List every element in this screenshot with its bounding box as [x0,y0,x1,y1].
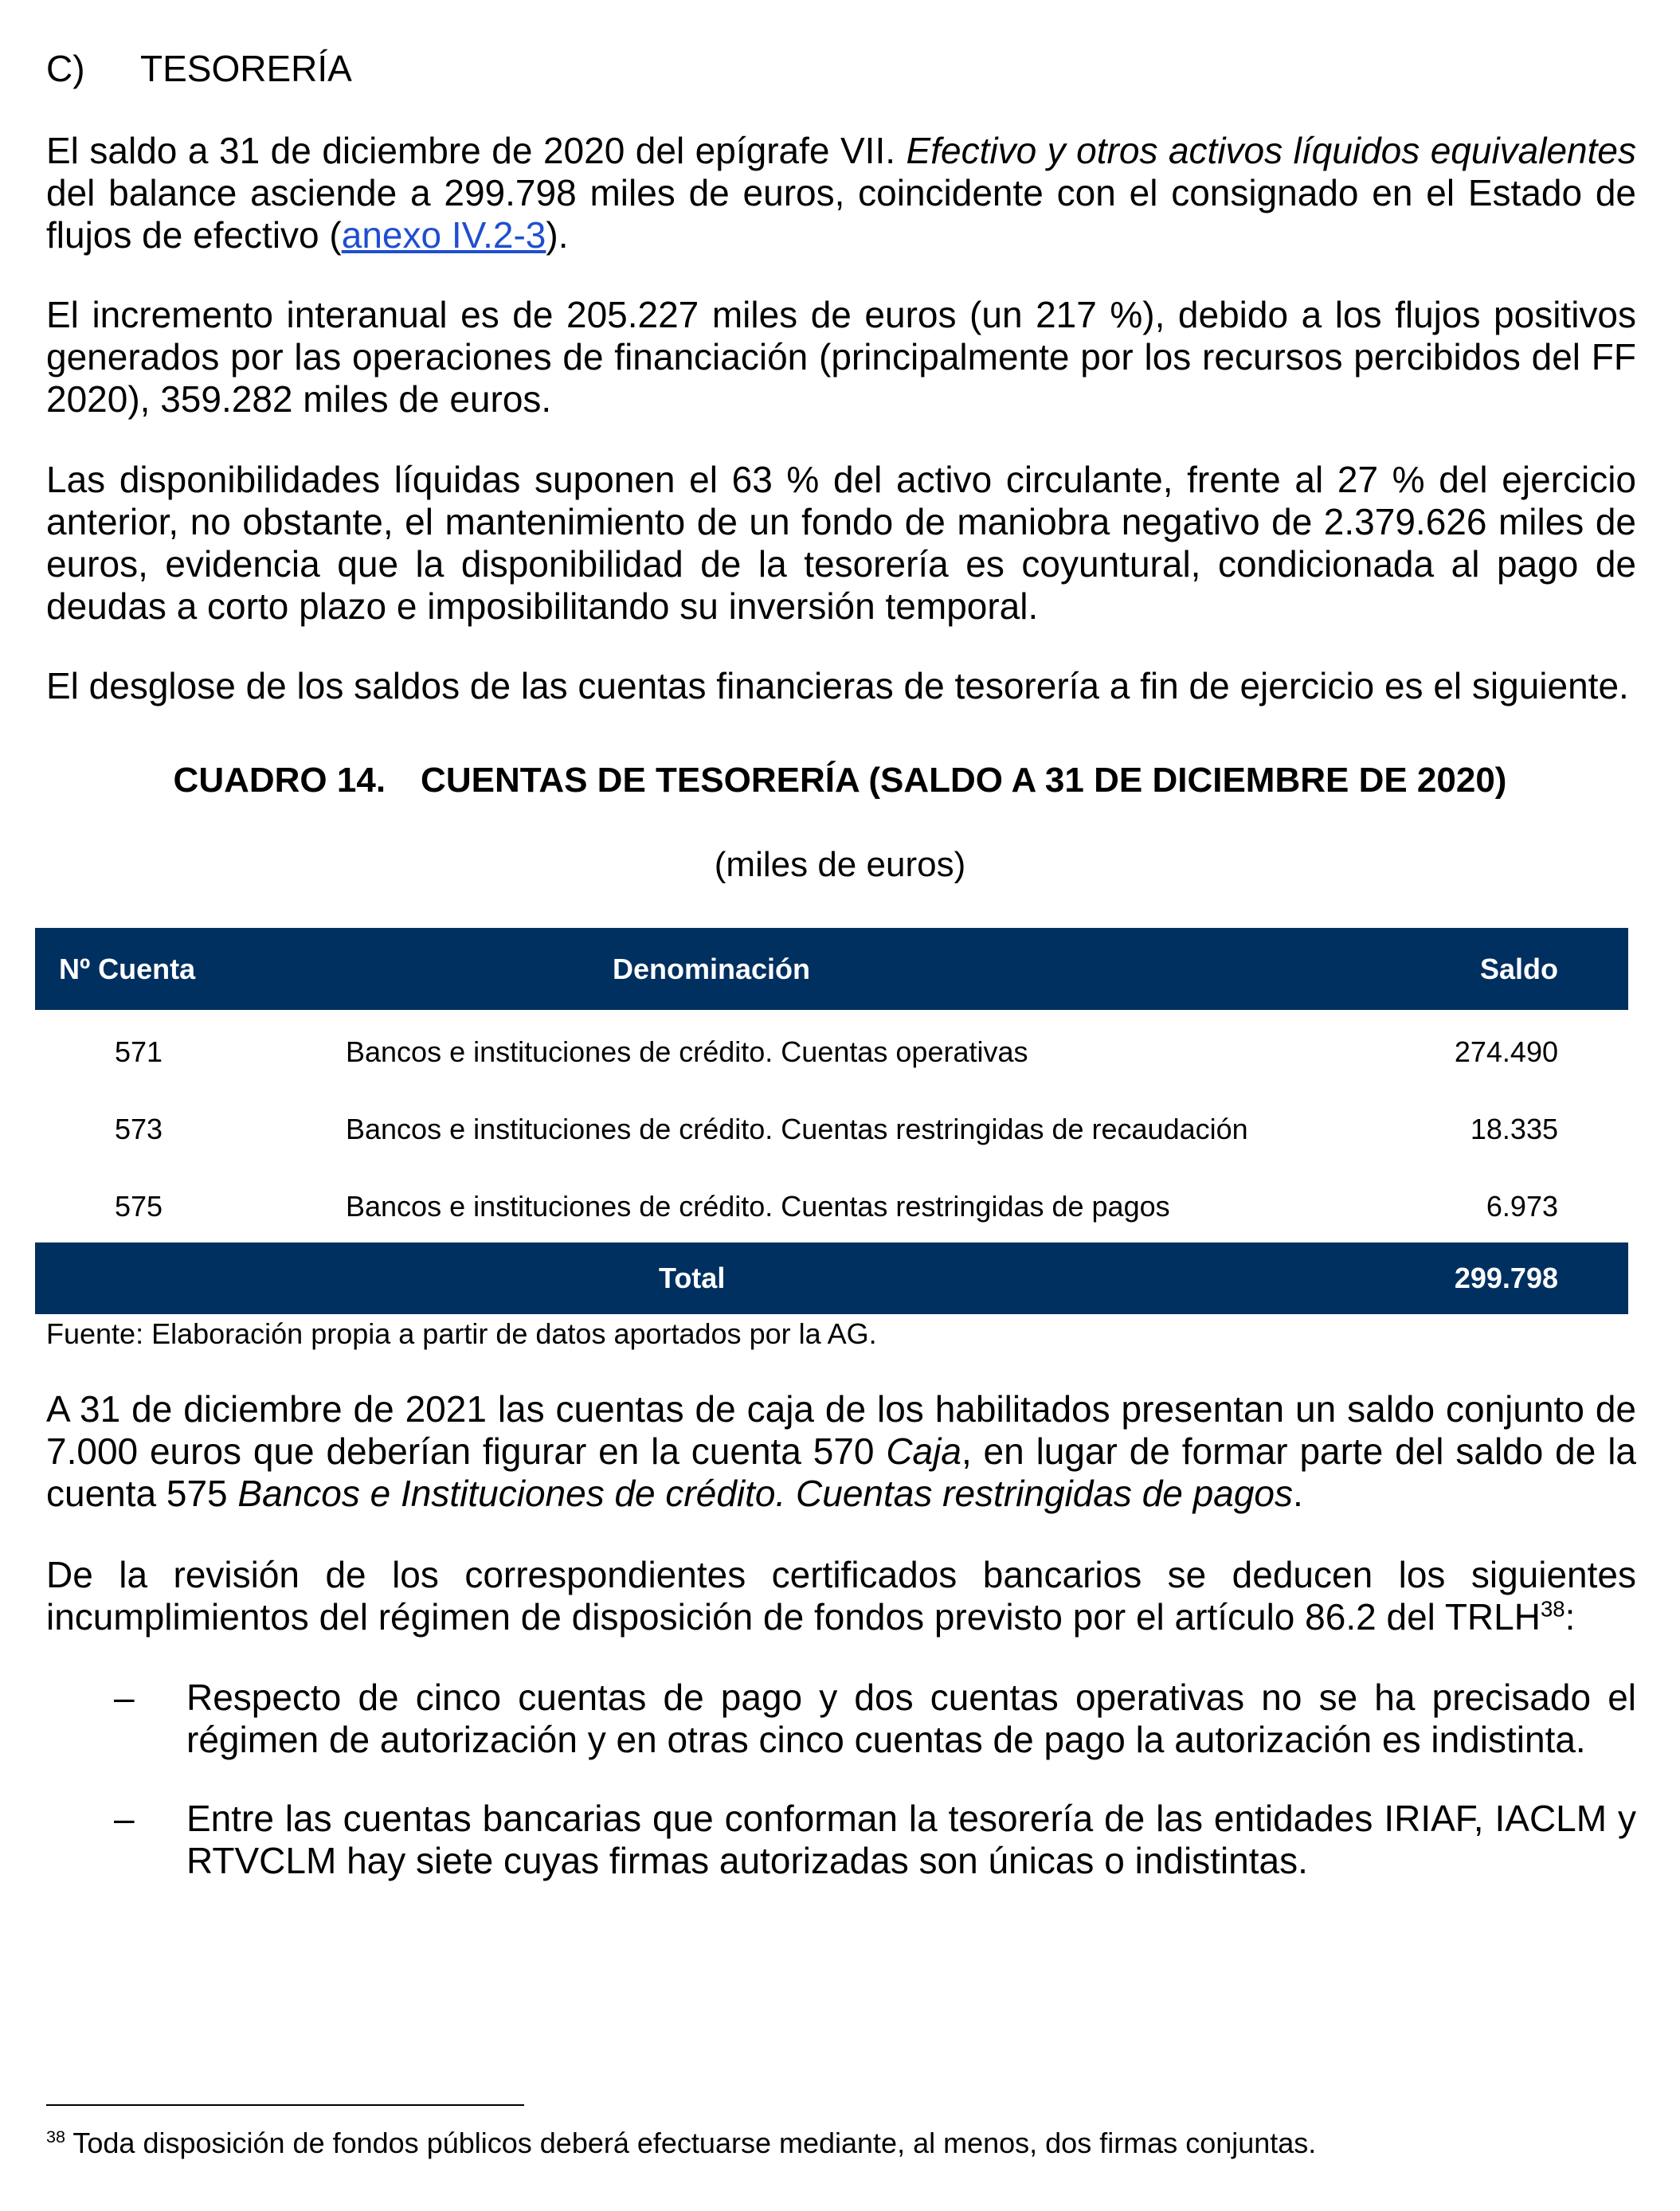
para5-italic-a: Caja [886,1430,961,1472]
para1-text-b: del balance asciende a 299.798 miles de euros, coincidente con el consignado en el Estado de flujos de efectivo ( [46,172,1636,256]
table-total-row [35,1242,1628,1314]
para5-text-b: , en lugar de formar parte del saldo de la cuenta 575 [46,1430,1636,1514]
para5-text-c: . [1293,1473,1303,1514]
total-value: 299.798 [1454,1262,1558,1294]
table-source: Fuente: Elaboración propia a partir de datos aportados por la AG. [46,1317,877,1350]
row-balance: 6.973 [1486,1190,1558,1223]
paragraph-breakdown-intro: El desglose de los saldos de las cuentas financieras de tesorería a fin de ejercicio es el siguiente. [46,665,1629,706]
row-account: 571 [115,1035,163,1068]
total-label: Total [659,1262,726,1294]
section-number: C) [46,48,85,89]
footnote-number: 38 [46,2127,66,2146]
paragraph-liquidity: Las disponibilidades líquidas suponen el 63 % del activo circulante, frente al 27 % del ejercicio anterior, no obstante, el mantenimiento de un fondo de maniobra negativo de 2.379.626 miles de euros, evidencia que la disponibilidad de la tesorería es coyuntural, condicionada al pago de deudas a corto plazo e imposibilitando su inversión temporal. [46,459,1636,627]
section-title: TESORERÍA [140,48,352,89]
table-row [35,1036,1628,1068]
table-title [0,760,1680,801]
header-account: Nº Cuenta [59,953,196,985]
row-name: Bancos e instituciones de crédito. Cuentas restringidas de recaudación [346,1113,1248,1145]
footnote-text: Toda disposición de fondos públicos deberá efectuarse mediante, al menos, dos firmas conjuntas. [65,2127,1317,2159]
dash-bullet-icon: – [114,1677,135,1718]
list-item-text: Entre las cuentas bancarias que conforman la tesorería de las entidades IRIAF, IACLM y RTVCLM hay siete cuyas firmas autorizadas son únicas o indistintas. [186,1798,1636,1881]
row-account: 573 [115,1113,163,1145]
list-item [46,1798,1636,1882]
section-heading [46,48,352,90]
paragraph-increment: El incremento interanual es de 205.227 miles de euros (un 217 %), debido a los flujos positivos generados por las operaciones de financiación (principalmente por los recursos percibidos del FF 2020), 359.282 miles de euros. [46,294,1636,420]
table-units: (miles de euros) [714,845,966,884]
para5-italic-b: Bancos e Instituciones de crédito. Cuentas restringidas de pagos [237,1473,1293,1514]
list-item [46,1677,1636,1761]
para1-text-c: ). [546,214,569,256]
para6-end: : [1564,1596,1576,1638]
para1-text-a: El saldo a 31 de diciembre de 2020 del epígrafe VII. [46,130,907,171]
table-header [35,928,1628,1010]
para6-text: De la revisión de los correspondientes certificados bancarios se deducen los siguientes incumplimientos del régimen de disposición de fondos previsto por el artículo 86.2 del TRLH [46,1554,1636,1638]
header-name: Denominación [613,953,811,985]
row-balance: 274.490 [1454,1035,1558,1068]
footnote [46,2127,1316,2160]
para5-text-a: A 31 de diciembre de 2021 las cuentas de caja de los habilitados presentan un saldo conjunto de 7.000 euros que deberían figurar en la cuenta 570 [46,1388,1636,1472]
annex-link[interactable]: anexo IV.2-3 [341,214,546,256]
row-name: Bancos e instituciones de crédito. Cuentas restringidas de pagos [346,1190,1170,1223]
table-row [35,1191,1628,1223]
para1-italic: Efectivo y otros activos líquidos equivalentes [906,130,1637,171]
row-account: 575 [115,1190,163,1223]
paragraph-bank-certificates [46,1554,1636,1638]
header-balance: Saldo [1479,953,1558,985]
dash-bullet-icon: – [114,1798,135,1839]
table-title-text: CUENTAS DE TESORERÍA (SALDO A 31 DE DICIEMBRE DE 2020) [421,761,1507,800]
list-item-text: Respecto de cinco cuentas de pago y dos cuentas operativas no se ha precisado el régimen de autorización y en otras cinco cuentas de pago la autorización es indistinta. [186,1677,1636,1760]
paragraph-balance [46,130,1636,256]
table-row [35,1113,1628,1145]
row-name: Bancos e instituciones de crédito. Cuentas operativas [346,1035,1028,1068]
footnote-ref: 38 [1540,1596,1565,1622]
paragraph-cash-accounts [46,1388,1636,1515]
row-balance: 18.335 [1470,1113,1558,1145]
footnote-separator [46,2104,524,2106]
table-label: CUADRO 14. [173,761,386,800]
